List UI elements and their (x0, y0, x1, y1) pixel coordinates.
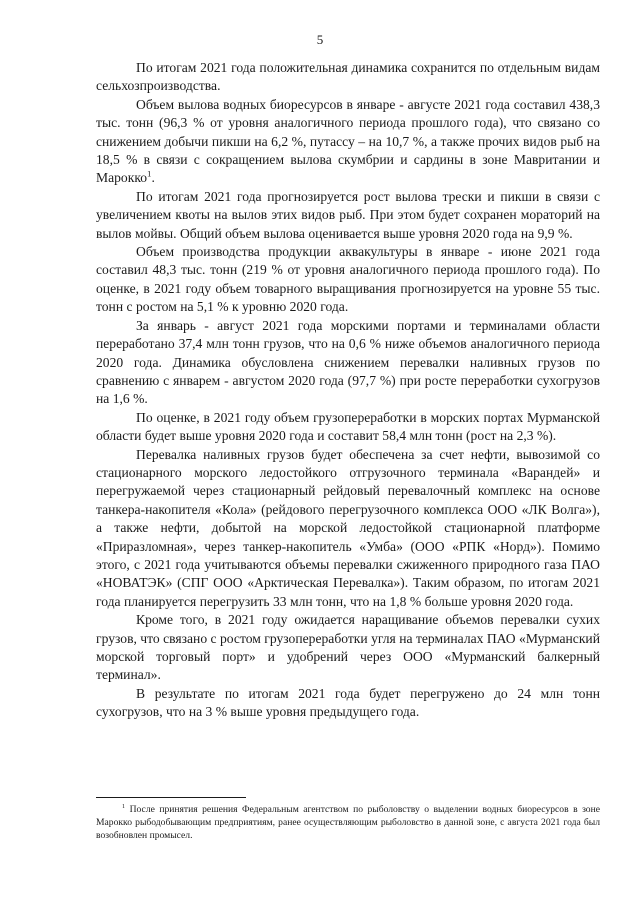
paragraph-catch-forecast-text: По итогам 2021 года прогнозируется рост вылова трески и пикши в связи с увеличением квоты на вылов этих видов рыб. При этом будет сохранен мораторий на вылов мойвы. Общий объем вылова оценивается выше уровня 2020 года на 9,9 %. (96, 188, 600, 241)
paragraph-dry-cargo-text: Кроме того, в 2021 году ожидается наращивание объемов перевалки сухих грузов, что связано с ростом грузопереработки угля на терминалах ПАО «Мурманский морской торговый порт» и удобрений через ООО «Мурманский балкерный терминал». (96, 612, 600, 683)
footnote-text: После принятия решения Федеральным агентством по рыболовству о выделении водных биоресурсов в зоне Марокко рыбодобывающим предприятиям, ранее осуществляющим рыболовство в данной зоне, с августа 2021 года был возобновлен промысел. (96, 804, 600, 842)
footnote-reference: 1 (147, 168, 152, 179)
footnote-reference-suffix: . (151, 170, 155, 186)
paragraph-fish-catch-text: Объем вылова водных биоресурсов в январе - августе 2021 года составил 438,3 тыс. тонн (96,3 % от уровня аналогичного периода прошлого года), что связано со снижением добычи пикши на 6,2 %, путассу – на 10,7 %, а также прочих видов рыб на 18,5 % в связи с сокращением вылова скумбрии и сардины в зоне Мавритании и Марокко (96, 96, 600, 186)
footnote-separator (96, 797, 246, 798)
paragraph-agriculture (96, 59, 600, 96)
paragraph-agriculture-text: По итогам 2021 года положительная динамика сохранится по отдельным видам сельхозпроизводства. (96, 60, 600, 94)
paragraph-ports-throughput-text: За январь - август 2021 года морскими портами и терминалами области переработано 37,4 млн тонн грузов, что на 0,6 % ниже объемов аналогичного периода 2020 года. Динамика обусловлена снижением перевалки наливных грузов по сравнению с январем - августом 2020 года (97,7 %) при росте переработки сухогрузов на 1,6 %. (96, 317, 600, 407)
paragraph-fish-catch (96, 96, 600, 188)
document-body (96, 59, 600, 722)
paragraph-ports-throughput (96, 317, 600, 409)
paragraph-dry-cargo (96, 611, 600, 685)
paragraph-catch-forecast (96, 188, 600, 243)
page-number: 5 (316, 32, 324, 47)
paragraph-liquid-cargo (96, 446, 600, 612)
paragraph-dry-cargo-result-text: В результате по итогам 2021 года будет перегружено до 24 млн тонн сухогрузов, что на 3 % выше уровня предыдущего года. (96, 685, 600, 720)
paragraph-liquid-cargo-text: Перевалка наливных грузов будет обеспечена за счет нефти, вывозимой со стационарного морского ледостойкого отгрузочного терминала «Варандей» и перегружаемой через стационарный рейдовый перевалочный комплекс на основе танкера-накопителя «Кола» (рейдового перегрузочного комплекса ООО «ЛК Волга»), а также нефти, добытой на морской ледостойкой стационарной платформе «Приразломная», через танкер-накопитель «Умба» (ООО «РПК «Норд»). Помимо этого, с 2021 года учитываются объемы перевалки сжиженного природного газа ПАО «НОВАТЭК» (СПГ ООО «Арктическая Перевалка»). Таким образом, по итогам 2021 года планируется перегрузить 33 млн тонн, что на 1,8 % больше уровня 2020 года. (96, 446, 600, 609)
footnote-marker: 1 (122, 802, 126, 810)
paragraph-aquaculture (96, 243, 600, 317)
paragraph-aquaculture-text: Объем производства продукции аквакультуры в январе - июне 2021 года составил 48,3 тыс. тонн (219 % от уровня аналогичного периода прошлого года). По оценке, в 2021 году объем товарного выращивания прогнозируется на уровне 55 тыс. тонн с ростом на 5,1 % к уровню 2020 года. (96, 244, 600, 315)
footnote (96, 803, 600, 843)
paragraph-ports-forecast (96, 409, 600, 446)
paragraph-dry-cargo-result (96, 685, 600, 722)
paragraph-ports-forecast-text: По оценке, в 2021 году объем грузопереработки в морских портах Мурманской области будет выше уровня 2020 года и составит 58,4 млн тонн (рост на 2,3 %). (96, 409, 600, 444)
